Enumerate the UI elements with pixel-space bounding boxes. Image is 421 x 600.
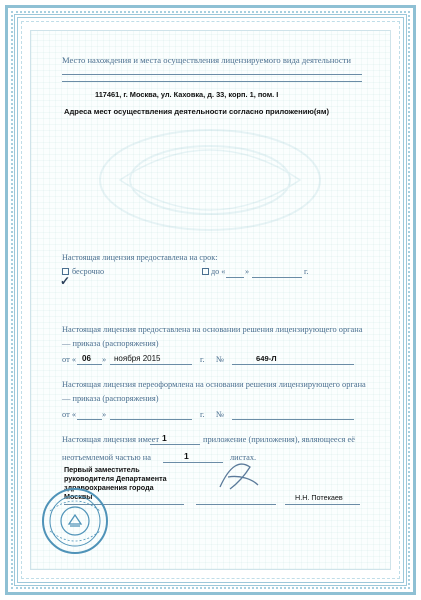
signature-line [196,504,276,505]
decision-number-line [232,364,354,365]
signatory-title-3: здравоохранения города [64,483,154,492]
attachments-count: 1 [162,433,167,443]
decision-quote-close: » [102,355,107,364]
reissue-line1: Настоящая лицензия переоформлена на основании решения лицензирующего органа [62,380,366,389]
attachments-sheets-suffix: листах. [230,453,257,462]
decision-day-line [77,364,102,365]
reissue-quote-close: » [102,410,107,419]
term-heading: Настоящая лицензия предоставлена на срок: [62,253,218,262]
reissue-number-line [232,419,354,420]
decision-day: 06 [82,354,91,363]
signatory-title-4: Москвы [64,492,93,501]
reissue-line2: — приказа (распоряжения) [62,394,159,403]
reissue-day-line [77,419,102,420]
until-checkbox[interactable] [202,268,209,275]
reissue-from-label: от « [62,410,77,419]
until-year-suffix: г. [304,267,309,276]
official-seal [40,486,110,556]
decision-number: 649-Л [256,354,277,363]
place-rule-2 [62,81,362,82]
until-day-line [226,277,244,278]
attachments-suffix: приложение (приложения), являющееся её [203,435,355,444]
place-heading: Место нахождения и места осуществления лицензируемого вида деятельности [62,55,352,65]
place-address: 117461, г. Москва, ул. Каховка, д. 33, корп. 1, пом. I [95,90,279,99]
signatory-title-1: Первый заместитель [64,465,140,474]
place-rule-1 [62,74,362,75]
decision-month-year: ноября 2015 [114,354,161,363]
attachments-line2-prefix: неотъемлемой частью на [62,453,151,462]
until-quote-close: » [245,267,250,276]
attachments-count-line [150,444,200,445]
until-month-line [252,277,302,278]
handwritten-signature [200,455,270,495]
signatory-name-line [285,504,360,505]
signatory-title-2: руководителя Департамента [64,474,167,483]
check-mark-icon: ✓ [60,274,71,288]
indefinite-label: бесрочно [72,267,105,276]
decision-year-suffix: г. [200,355,205,364]
until-prefix: до « [211,267,226,276]
attachments-sheets: 1 [184,451,189,461]
decision-line2: — приказа (распоряжения) [62,339,159,348]
reissue-number-label: № [216,410,224,419]
place-addresses-note: Адреса мест осуществления деятельности согласно приложению(ям) [64,107,329,116]
decision-number-label: № [216,355,224,364]
attachments-prefix: Настоящая лицензия имеет [62,435,159,444]
decision-from-label: от « [62,355,77,364]
signatory-name: Н.Н. Потекаев [295,493,343,502]
watermark-emblem [90,120,330,240]
reissue-year-suffix: г. [200,410,205,419]
decision-line1: Настоящая лицензия предоставлена на основании решения лицензирующего органа [62,325,363,334]
decision-month-line [110,364,192,365]
reissue-month-line [110,419,192,420]
